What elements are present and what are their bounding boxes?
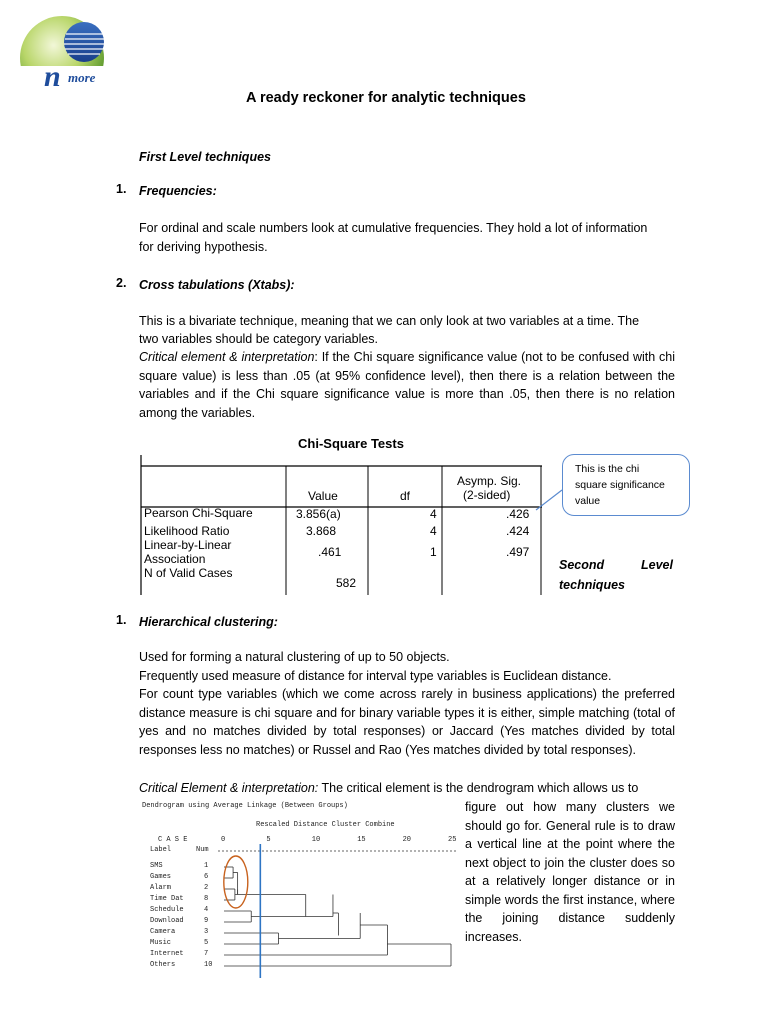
xtabs-text-line2: two variables should be category variables. xyxy=(139,332,379,346)
list-number: 1. xyxy=(116,182,127,196)
critical-text: : If the Chi square significance value (not to be confused with chi square value) is less than .05 (at 95% confidence level), then there is a relation between the variables and if the Chi square significance value is more than .05, then there is no relation among the variables. xyxy=(139,350,675,420)
dendrogram-case-num: 3 xyxy=(204,928,209,936)
xtabs-heading: Cross tabulations (Xtabs): xyxy=(139,278,295,292)
clustering-paragraph: For count type variables (which we come across rarely in business applications) the preferred distance measure is chi square and for binary variable types it is either, simple matching (total of yes and no matches divided by total responses) or Jaccard (Yes matches divided by total responses less no matches) or Russel and Rao (Yes matches divided by total responses). xyxy=(139,687,675,757)
dendrogram-case-num: 10 xyxy=(204,961,213,969)
dendrogram-case-label: Music xyxy=(150,939,172,947)
critical-label: Critical element & interpretation xyxy=(139,350,315,364)
critical-text: The critical element is the dendrogram which allows us to xyxy=(318,781,639,795)
axis-tick-label: 25 xyxy=(448,836,457,844)
chi-header-sig1: Asymp. Sig. xyxy=(457,474,522,488)
highlight-ellipse xyxy=(224,856,248,908)
dendrogram-subtitle: Rescaled Distance Cluster Combine xyxy=(256,821,395,829)
section-heading-second-word3: techniques xyxy=(559,578,625,592)
dendrogram xyxy=(138,800,458,980)
table-cell-sig: .426 xyxy=(506,507,530,521)
clustering-line1: Used for forming a natural clustering of up to 50 objects. xyxy=(139,650,450,664)
table-row-label: Linear-by-Linear xyxy=(144,538,232,552)
dendrogram-case-num: 8 xyxy=(204,895,209,903)
section-heading-second-word1: Second xyxy=(559,558,605,572)
dendrogram-case-num: 7 xyxy=(204,950,209,958)
dendrogram-case-label: Internet xyxy=(150,950,184,958)
frequencies-heading: Frequencies: xyxy=(139,184,217,198)
table-cell-sig: .424 xyxy=(506,524,530,538)
table-cell-sig: .497 xyxy=(506,545,530,559)
dendrogram-title: Dendrogram using Average Linkage (Between Groups) xyxy=(142,802,348,810)
callout-line3: value xyxy=(575,495,601,507)
page-title: A ready reckoner for analytic techniques xyxy=(246,90,526,106)
clustering-heading: Hierarchical clustering: xyxy=(139,615,278,629)
table-row-label: Association xyxy=(144,552,206,566)
label-header: Label xyxy=(150,846,172,854)
dendrogram-case-label: SMS xyxy=(150,862,163,870)
clustering-line2: Frequently used measure of distance for interval type variables is Euclidean distance. xyxy=(139,669,612,683)
chi-square-table xyxy=(140,433,542,595)
dendrogram-case-label: Download xyxy=(150,917,184,925)
dendrogram-case-num: 2 xyxy=(204,884,209,892)
logo-text: more xyxy=(68,70,96,85)
clustering-critical-line xyxy=(139,779,679,798)
table-row-label: N of Valid Cases xyxy=(144,566,233,580)
axis-tick-label: 15 xyxy=(357,836,366,844)
table-cell-df: 4 xyxy=(430,507,437,521)
axis-tick-label: 20 xyxy=(402,836,411,844)
dendrogram-case-num: 1 xyxy=(204,862,209,870)
clustering-critical-rest: figure out how many clusters we should go for. General rule is to draw a vertical line at the point where the next object to join the cluster does so at a relatively longer distance or in simple words the first instance, where the joining distance suddenly increases. xyxy=(465,800,675,944)
xtabs-critical-paragraph xyxy=(139,348,675,422)
list-number: 2. xyxy=(116,276,127,290)
callout-box xyxy=(562,454,690,516)
section-heading-second-word2: Level xyxy=(641,558,673,572)
dendrogram-case-label: Games xyxy=(150,873,172,881)
table-cell-value: 3.856(a) xyxy=(296,507,341,521)
table-cell-value: 582 xyxy=(336,576,357,590)
callout-line1: This is the chi xyxy=(575,463,640,475)
case-header: C A S E xyxy=(158,836,188,844)
table-cell-df: 1 xyxy=(430,545,437,559)
axis-tick-label: 0 xyxy=(221,836,226,844)
dendrogram-case-num: 4 xyxy=(204,906,209,914)
table-cell-value: .461 xyxy=(318,545,342,559)
dendrogram-case-label: Time Dat xyxy=(150,895,184,903)
table-row-label: Pearson Chi-Square xyxy=(144,506,253,520)
chi-header-df: df xyxy=(400,489,411,503)
chi-table-title: Chi-Square Tests xyxy=(298,436,404,451)
dendrogram-case-num: 5 xyxy=(204,939,209,947)
axis-tick-label: 10 xyxy=(311,836,321,844)
dendrogram-case-num: 6 xyxy=(204,873,209,881)
dendrogram-case-label: Schedule xyxy=(150,906,184,914)
callout-line2: square significance xyxy=(575,479,665,491)
frequencies-text-line2: for deriving hypothesis. xyxy=(139,240,268,254)
dendrogram-case-label: Camera xyxy=(150,928,176,936)
logo xyxy=(18,14,114,106)
list-number: 1. xyxy=(116,613,127,627)
dendrogram-case-label: Others xyxy=(150,961,176,969)
critical-label: Critical Element & interpretation: xyxy=(139,781,319,795)
table-cell-value: 3.868 xyxy=(306,524,337,538)
dendrogram-case-num: 9 xyxy=(204,917,209,925)
num-header: Num xyxy=(196,846,209,854)
chi-header-value: Value xyxy=(308,489,338,503)
table-row-label: Likelihood Ratio xyxy=(144,524,230,538)
table-cell-df: 4 xyxy=(430,524,437,538)
section-heading-first-level: First Level techniques xyxy=(139,150,271,164)
xtabs-text-line1: This is a bivariate technique, meaning that we can only look at two variables at a time. The xyxy=(139,314,640,328)
dendrogram-case-label: Alarm xyxy=(150,884,172,892)
frequencies-text-line1: For ordinal and scale numbers look at cumulative frequencies. They hold a lot of information xyxy=(139,221,648,235)
logo-prefix: n xyxy=(44,60,61,93)
axis-tick-label: 5 xyxy=(266,836,271,844)
chi-header-sig2: (2-sided) xyxy=(463,488,511,502)
